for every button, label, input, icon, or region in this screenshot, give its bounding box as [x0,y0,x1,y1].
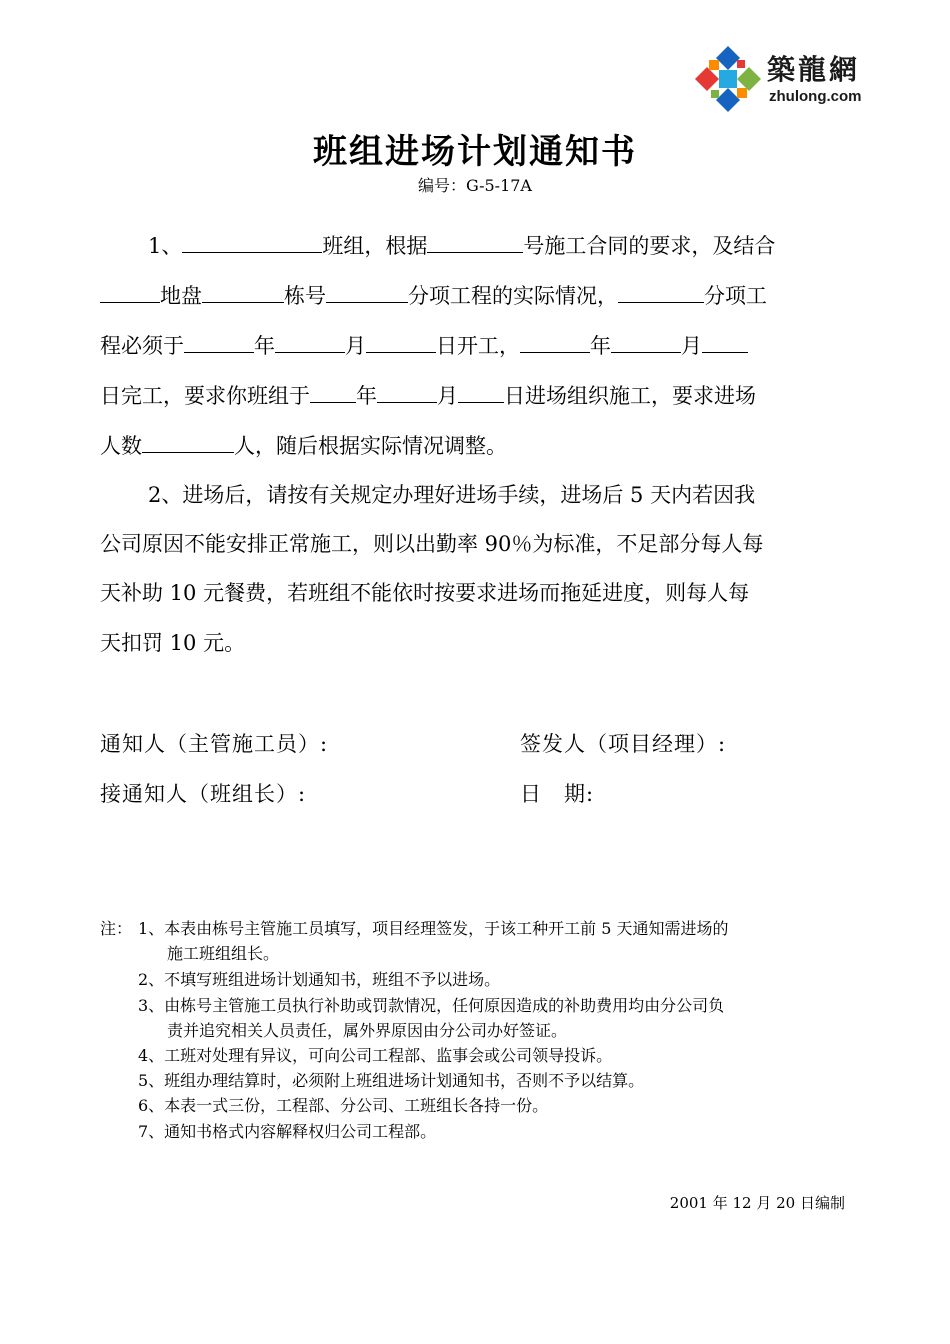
clause-1-line-3 [100,330,850,361]
text: 人数 [100,434,142,458]
start-day-blank[interactable] [366,330,436,353]
start-month-blank[interactable] [275,330,345,353]
text: 月 [681,334,702,358]
text: 月 [437,384,458,408]
compiled-date: 2001 年 12 月 20 日编制 [669,1194,845,1212]
text: 程必须于 [100,334,184,358]
sub-item-blank[interactable] [326,280,408,303]
clause-2-line-2: 公司原因不能安排正常施工，则以出勤率 90％为标准，不足部分每人每 [100,532,764,556]
note-line: 2、不填写班组进场计划通知书，班组不予以进场。 [138,970,501,989]
text: 地盘 [160,284,202,308]
clause-1-line-5 [100,430,850,461]
entry-month-blank[interactable] [377,380,437,403]
contract-no-blank[interactable] [427,230,523,253]
clause-1-line-4 [100,380,850,411]
clause-1-line-2 [100,280,850,311]
text: 日进场组织施工，要求进场 [504,384,756,408]
note-line: 6、本表一式三份，工程部、分公司、工班组长各持一份。 [138,1096,549,1115]
end-year-blank[interactable] [520,330,590,353]
text: 月 [345,334,366,358]
building-no-blank[interactable] [202,280,284,303]
text: 日完工，要求你班组于 [100,384,310,408]
text: 年 [356,384,377,408]
receiver-label: 接通知人（班组长）: [100,782,307,806]
clause-1-line-1 [148,230,898,261]
headcount-blank[interactable] [142,430,234,453]
logo-name-cn: 築龍網 [767,53,861,86]
document-serial-number: 编号：G-5-17A [418,176,532,195]
note-line: 5、班组办理结算时，必须附上班组进场计划通知书，否则不予以结算。 [138,1071,645,1090]
text: 人，随后根据实际情况调整。 [234,434,507,458]
note-line: 责并追究相关人员责任，属外界原因由分公司办好签证。 [167,1021,568,1040]
entry-year-blank[interactable] [310,380,356,403]
team-name-blank[interactable] [182,230,322,253]
issuer-label: 签发人（项目经理）: [520,732,727,756]
zhulong-logo [695,42,885,114]
text: 1、 [148,234,183,258]
note-line: 4、工班对处理有异议，可向公司工程部、监事会或公司领导投诉。 [138,1046,613,1065]
date-label: 日 期: [520,782,595,806]
sub-item-blank-2[interactable] [618,280,704,303]
text: 日开工， [436,334,520,358]
end-day-blank[interactable] [702,330,748,353]
document-title: 班组进场计划通知书 [313,132,637,172]
note-line: 1、本表由栋号主管施工员填写，项目经理签发，于该工种开工前 5 天通知需进场的 [138,919,729,938]
text: 分项工程的实际情况， [408,284,618,308]
start-year-blank[interactable] [184,330,254,353]
site-blank[interactable] [100,280,160,303]
clause-2-line-4: 天扣罚 10 元。 [100,631,246,655]
clause-2-line-3: 天补助 10 元餐费，若班组不能依时按要求进场而拖延进度，则每人每 [100,581,750,605]
text: 号施工合同的要求，及结合 [523,234,776,258]
clause-2-line-1: 2、进场后，请按有关规定办理好进场手续，进场后 5 天内若因我 [148,483,756,507]
notifier-label: 通知人（主管施工员）: [100,732,329,756]
note-line: 3、由栋号主管施工员执行补助或罚款情况，任何原因造成的补助费用均由分公司负 [138,996,725,1015]
entry-day-blank[interactable] [458,380,504,403]
logo-name-en: zhulong.com [769,88,862,105]
zhulong-logo-mark-icon [695,46,761,112]
text: 栋号 [284,284,326,308]
text: 年 [254,334,275,358]
text: 分项工 [704,284,767,308]
note-line: 7、通知书格式内容解释权归公司工程部。 [138,1122,437,1141]
text: 年 [590,334,611,358]
note-line: 施工班组组长。 [167,944,280,963]
notes-prefix: 注： [100,919,133,938]
text: 班组，根据 [322,234,428,258]
end-month-blank[interactable] [611,330,681,353]
